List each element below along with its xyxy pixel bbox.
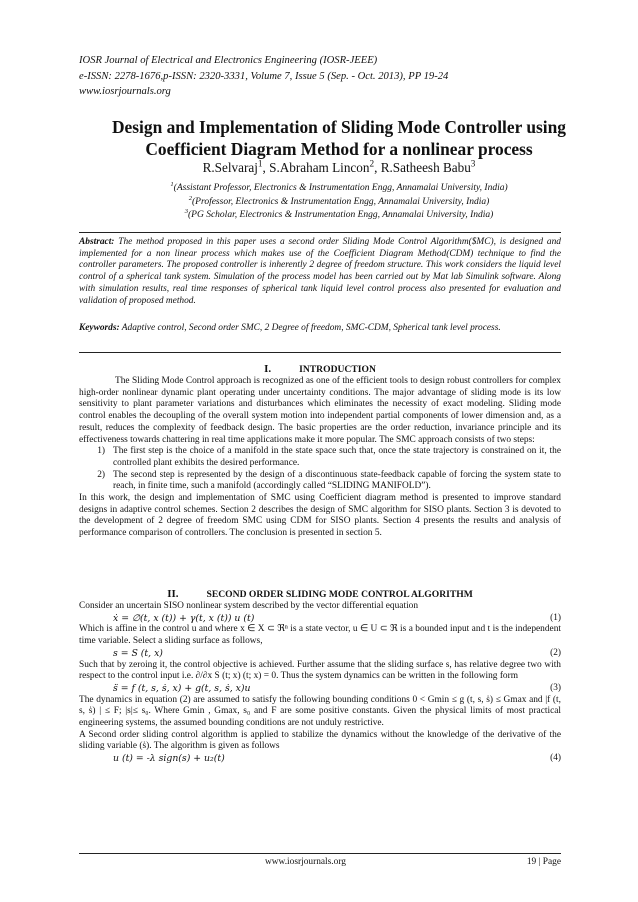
author: S.Abraham Lincon$^2$, bbox=[269, 158, 381, 175]
author: R.Selvaraj$^1$, bbox=[202, 158, 270, 175]
journal-website: www.iosrjournals.org bbox=[79, 86, 171, 97]
smc-algorithm-body bbox=[79, 601, 561, 765]
section-heading-smc-algorithm: II. SECOND ORDER SLIDING MODE CONTROL ALGORITHM bbox=[167, 588, 473, 600]
keywords bbox=[79, 323, 561, 335]
footer-page-number: 19 | Page bbox=[526, 857, 561, 867]
journal-name: IOSR Journal of Electrical and Electronics Engineering (IOSR-JEEE) bbox=[79, 55, 378, 66]
journal-issn: e-ISSN: 2278-1676,p-ISSN: 2320-3331, Volume 7, Issue 5 (Sep. - Oct. 2013), PP 19-24 bbox=[79, 70, 449, 82]
divider bbox=[79, 352, 561, 353]
keywords-text: Adaptive control, Second order SMC, 2 Degree of freedom, SMC-CDM, Spherical tank level process. bbox=[119, 323, 501, 333]
paragraph: Such that by zeroing it, the control objective is achieved. Further assume that the sliding surface s, has relative degree two with respect to the control input i.e. ∂/∂x S (t; x) (t; x) = 0. Thus the system dynamics can be written in the following form bbox=[79, 659, 561, 682]
paragraph: The Sliding Mode Control approach is recognized as one of the efficient tools to design robust controllers for complex high-order nonlinear dynamic plant operating under uncertainty conditions. The major advantage of sliding mode is its low sensitivity to plant parameter variations and disturbances which eliminates the necessity of exact modeling. Sliding mode control enables the decoupling of the overall system motion into independent partial components of lower dimension and, as a result, reduces the complexity of feedback design. The basic properties are the order reduction, invariance principle and its effectiveness towards chattering in real time applications make it more popular. The SMC approach consists of two steps: bbox=[79, 376, 561, 445]
paper-title: Design and Implementation of Sliding Mode Controller using Coefficient Diagram Method for a nonlinear process bbox=[112, 117, 566, 159]
footer-divider bbox=[79, 853, 561, 854]
equation-2: s = S (t, x) (2) bbox=[113, 647, 561, 659]
list-item: 2) The second step is represented by the design of a discontinuous state-feedback capable of forcing the system state to reach, in finite time, such a manifold (accordingly called “SLIDING MANIFOLD”). bbox=[97, 469, 561, 492]
paragraph: In this work, the design and implementation of SMC using Coefficient diagram method is presented to improve standard designs in adaptive control schemes. Section 2 describes the design of SMC algorithm for SISO plants. Section 3 is devoted to the development of 2 degree of freedom SMC using CDM for SISO plants. Section 4 presents the results and analysis of performance comparison of controllers. The conclusion is presented in section 5. bbox=[79, 493, 561, 539]
affiliation: $^3$(PG Scholar, Electronics & Instrumentation Engg, Annamalai University, India) bbox=[184, 207, 494, 220]
introduction-body bbox=[79, 376, 561, 540]
journal-header bbox=[79, 53, 448, 100]
affiliation-list bbox=[79, 182, 599, 223]
abstract-label: Abstract: bbox=[79, 237, 115, 247]
equation-3: s̈ = f (t, s, ṡ, x) + g(t, s, ṡ, x)u (3) bbox=[113, 682, 561, 694]
equation-4: u (t) = -λ sign(s) + u₂(t) (4) bbox=[113, 753, 561, 765]
paragraph: A Second order sliding control algorithm is applied to stabilize the dynamics without the knowledge of the derivative of the sliding variable (ṡ). The algorithm is given as follows bbox=[79, 729, 561, 752]
list-item: 1) The first step is the choice of a manifold in the state space such that, once the state trajectory is constrained on it, the controlled plant exhibits the desired performance. bbox=[97, 446, 561, 468]
author: R.Satheesh Babu$^3$ bbox=[380, 158, 476, 175]
affiliation: $^1$(Assistant Professor, Electronics & Instrumentation Engg, Annamalai University, India) bbox=[170, 180, 508, 193]
divider bbox=[79, 232, 561, 233]
section-heading-introduction: I. INTRODUCTION bbox=[264, 363, 376, 375]
paragraph: Consider an uncertain SISO nonlinear system described by the vector differential equation bbox=[79, 601, 419, 611]
affiliation: $^2$(Professor, Electronics & Instrumentation Engg, Annamalai University, India) bbox=[188, 194, 490, 207]
keywords-label: Keywords: bbox=[79, 323, 120, 333]
footer-website: www.iosrjournals.org bbox=[265, 857, 346, 867]
paragraph: Which is affine in the control u and where x ∈ X ⊂ ℜⁿ is a state vector, u ∈ U ⊂ ℜ is a bounded input and t is the independent time variable. Select a sliding surface as follows, bbox=[79, 624, 561, 647]
equation-1: ẋ = ∅(t, x (t)) + γ(t, x (t)) u (t) (1) bbox=[113, 612, 561, 624]
abstract bbox=[79, 237, 561, 307]
author-list bbox=[79, 160, 599, 176]
abstract-text: The method proposed in this paper uses a second order Sliding Mode Control Algorithm($MC), is designed and implemented for a non linear process which makes use of the Coefficient Diagram Method(CDM) technique to find the controller parameters. The proposed controller is inherently 2 degree of freedom structure. This work considers the liquid level control of a spherical tank system. Simulation of the process model has been carried out by Mat lab Simulink software. Along with simulation results, real time responses of spherical tank liquid level control process also presented for evaluation and validation of proposed method. bbox=[79, 237, 561, 306]
paragraph: The dynamics in equation (2) are assumed to satisfy the following bounding conditions 0 < Gmin ≤ g (t, s, ṡ) ≤ Gmax and |f (t, s, ṡ) | ≤ F; |s|≤ s₀. Where Gmin , Gmax, s₀ and F are some positive constants. Given the physical limits of most practical engineering systems, the assumed bounding conditions are not unduly restrictive. bbox=[79, 694, 561, 729]
